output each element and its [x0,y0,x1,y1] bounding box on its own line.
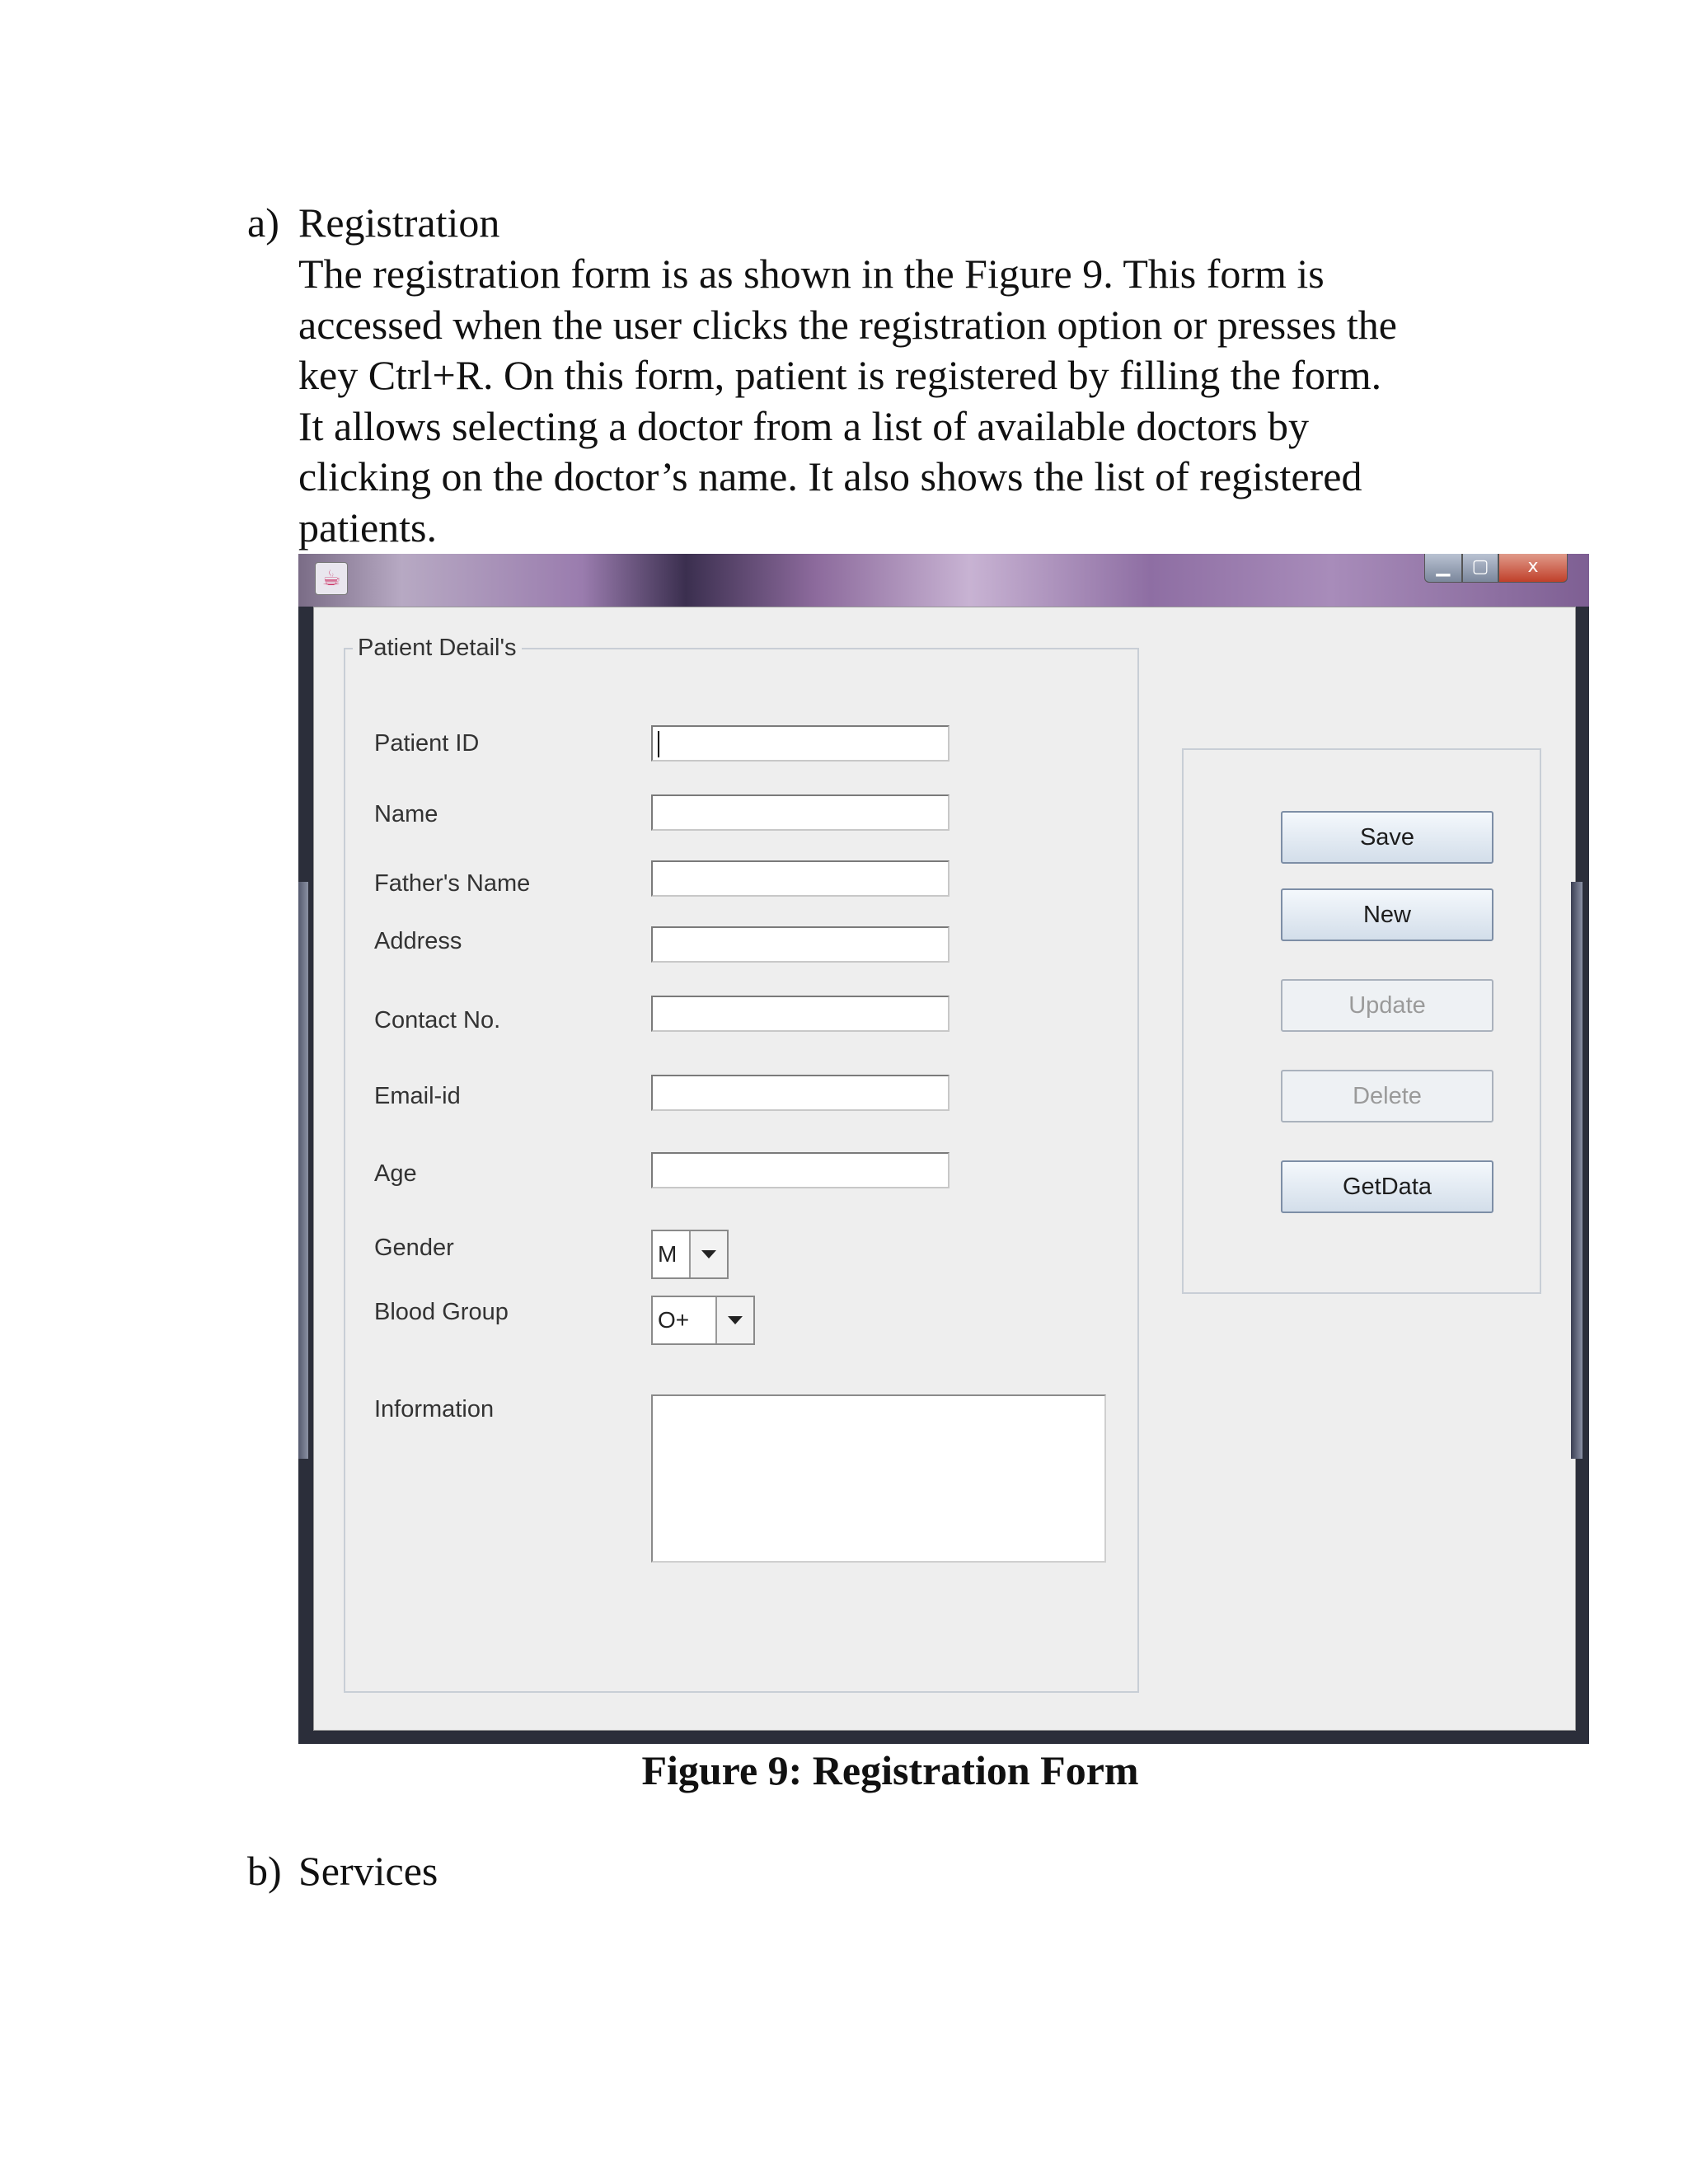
patient-id-field[interactable] [651,725,950,762]
chevron-down-icon[interactable] [689,1231,727,1277]
paragraph-line: clicking on the doctor’s name. It also shows the list of registered [298,453,1362,499]
contact-label: Contact No. [374,1007,501,1033]
update-button[interactable]: Update [1281,979,1493,1032]
paragraph-line: key Ctrl+R. On this form, patient is registered by filling the form. [298,352,1382,398]
window-titlebar[interactable] [298,554,1589,607]
getdata-button[interactable]: GetData [1281,1160,1493,1213]
fathers-name-label: Father's Name [374,870,531,897]
gender-select[interactable] [651,1230,729,1279]
chevron-down-icon[interactable] [715,1297,753,1343]
section-b-marker: b) [247,1848,282,1894]
text-caret [658,731,659,757]
screenshot-edge [298,882,308,1459]
figure-caption: Figure 9: Registration Form [641,1747,1139,1793]
age-field[interactable] [651,1152,950,1188]
minimize-button[interactable]: ▁ [1424,554,1462,583]
paragraph-line: The registration form is as shown in the Figure 9. This form is [298,251,1325,297]
paragraph-line: accessed when the user clicks the registration option or presses the [298,301,1397,348]
information-textarea[interactable] [651,1394,1106,1563]
gender-value: M [658,1241,678,1267]
section-a-title: Registration [298,199,500,246]
close-button[interactable]: x [1498,554,1568,583]
blood-group-select[interactable] [651,1296,755,1345]
screenshot-edge [1571,882,1582,1459]
fathers-name-field[interactable] [651,860,950,897]
delete-button[interactable]: Delete [1281,1070,1493,1122]
paragraph-line: patients. [298,504,438,551]
gender-label: Gender [374,1235,454,1261]
email-label: Email-id [374,1083,461,1109]
name-label: Name [374,801,438,827]
maximize-button[interactable]: ▢ [1462,554,1498,583]
window-controls [1424,554,1568,583]
description-paragraph [298,249,1397,553]
age-label: Age [374,1160,417,1187]
email-field[interactable] [651,1075,950,1111]
blood-group-value: O+ [658,1307,690,1333]
section-a-marker: a) [247,199,279,246]
section-b-title: Services [298,1848,438,1894]
java-icon[interactable]: ☕ [315,562,348,595]
address-label: Address [374,928,462,954]
new-button[interactable]: New [1281,888,1493,941]
information-label: Information [374,1396,495,1422]
panel-title: Patient Detail's [353,635,522,662]
patient-id-label: Patient ID [374,730,480,757]
save-button[interactable]: Save [1281,811,1493,864]
blood-group-label: Blood Group [374,1299,509,1325]
contact-field[interactable] [651,996,950,1032]
address-field[interactable] [651,926,950,963]
name-field[interactable] [651,794,950,831]
paragraph-line: It allows selecting a doctor from a list of available doctors by [298,402,1310,449]
